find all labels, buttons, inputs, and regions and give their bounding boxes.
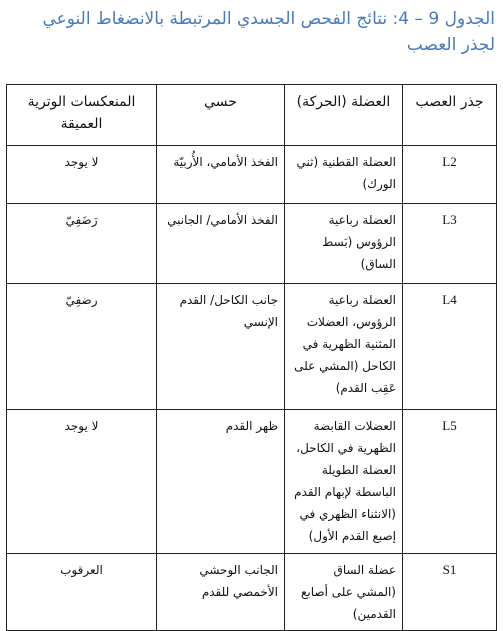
cell-nerve-root: L5 [403,410,497,554]
cell-motor: العضلة رباعية الرؤوس، العضلات المثنية الظهرية في الكاحل (المشي على عَقِب القدم) [285,284,403,410]
cell-reflex: لا يوجد [7,146,157,204]
table-row [7,284,497,410]
header-nerve-root: جذر العصب [403,85,497,146]
table-row [7,204,497,284]
cell-motor: العضلة رباعية الرؤوس (بَسط الساق) [285,204,403,284]
cell-nerve-root: S1 [403,554,497,631]
cell-nerve-root: L4 [403,284,497,410]
cell-motor: العضلات القابضة الظهرية في الكاحل، العضلة الطويلة الباسطة لإبهام القدم (الانثناء الظهري في إصبع القدم الأول) [285,410,403,554]
cell-nerve-root: L2 [403,146,497,204]
table-row [7,410,497,554]
table-row [7,554,497,631]
cell-reflex: رَضَفِيّ [7,204,157,284]
cell-motor: العضلة القطنية (ثني الورك) [285,146,403,204]
table-header-row [7,85,497,146]
header-sensory: حسي [157,85,285,146]
header-motor: العضلة (الحركة) [285,85,403,146]
cell-nerve-root: L3 [403,204,497,284]
cell-motor: عضلة الساق (المشي على أصابع القدمين) [285,554,403,631]
table-caption: الجدول 9 – 4: نتائج الفحص الجسدي المرتبطة بالانضغاط النوعي لجذر العصب [42,9,495,55]
cell-reflex: لا يوجد [7,410,157,554]
cell-reflex: العرقوب [7,554,157,631]
cell-sensory: الفخذ الأمامي/ الجانبي [157,204,285,284]
cell-sensory: الجانب الوحشي الأخمصي للقدم [157,554,285,631]
cell-reflex: رضفِيّ [7,284,157,410]
header-reflex: المنعكسات الوترية العميقة [7,85,157,146]
cell-sensory: جانب الكاحل/ القدم الإنسي [157,284,285,410]
cell-sensory: ظهر القدم [157,410,285,554]
nerve-root-table [6,84,497,631]
table-row [7,146,497,204]
cell-sensory: الفخذ الأمامي، الأُربيّة [157,146,285,204]
